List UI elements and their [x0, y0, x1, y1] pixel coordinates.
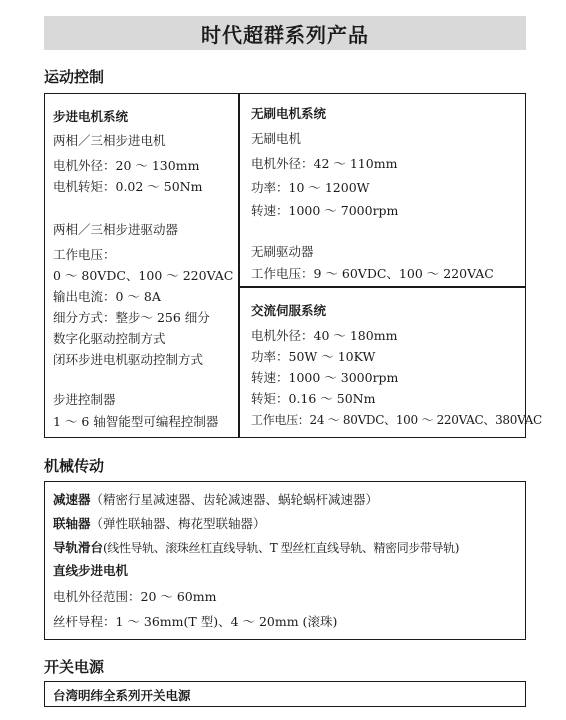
stepper-motor-label: 两相／三相步进电机 [53, 133, 166, 148]
stepper-controller-label: 步进控制器 [53, 392, 116, 407]
reducer-desc: （精密行星减速器、齿轮减速器、蜗轮蜗杆减速器） [90, 492, 379, 507]
section-title-power: 开关电源 [44, 658, 105, 676]
coupling-row [53, 513, 266, 532]
reducer-row [53, 489, 378, 508]
stepper-voltage-value: 0 ～ 80VDC、100 ～ 220VAC [53, 268, 234, 283]
servo-voltage: 工作电压：24 ～ 80VDC、100 ～ 220VAC、380VAC [251, 413, 542, 427]
servo-power: 功率：50W ～ 10KW [251, 349, 376, 364]
stepper-title: 步进电机系统 [53, 109, 129, 124]
stepper-microstep: 细分方式：整步～ 256 细分 [53, 310, 210, 325]
stepper-motor-diameter: 电机外径：20 ～ 130mm [53, 158, 200, 173]
stepper-digital-control: 数字化驱动控制方式 [53, 331, 166, 346]
brushless-motor-label: 无刷电机 [251, 131, 302, 146]
rail-row [53, 537, 459, 556]
page-title: 时代超群系列产品 [201, 22, 369, 47]
stepper-output-current: 输出电流：0 ～ 8A [53, 289, 161, 304]
brushless-title: 无刷电机系统 [251, 106, 327, 121]
motion-divider-vertical [238, 93, 240, 438]
coupling-label: 联轴器 [53, 516, 91, 531]
power-supply-desc: 台湾明纬全系列开关电源 [53, 688, 191, 703]
brushless-power: 功率：10 ～ 1200W [251, 180, 370, 195]
section-title-motion: 运动控制 [44, 68, 105, 86]
servo-motor-diameter: 电机外径：40 ～ 180mm [251, 328, 398, 343]
linear-stepper-label: 直线步进电机 [53, 563, 129, 578]
brushless-driver-label: 无刷驱动器 [251, 244, 314, 259]
linear-stepper-diameter: 电机外径范围：20 ～ 60mm [53, 589, 217, 604]
stepper-driver-label: 两相／三相步进驱动器 [53, 222, 179, 237]
rail-desc: (线性导轨、滚珠丝杠直线导轨、T 型丝杠直线导轨、精密同步带导轨) [103, 541, 460, 555]
servo-speed: 转速：1000 ～ 3000rpm [251, 370, 399, 385]
stepper-voltage-label: 工作电压： [53, 247, 116, 262]
page-header [44, 16, 526, 50]
stepper-controller-desc: 1 ～ 6 轴智能型可编程控制器 [53, 414, 219, 429]
servo-torque: 转矩：0.16 ～ 50Nm [251, 391, 376, 406]
brushless-driver-voltage: 工作电压：9 ～ 60VDC、100 ～ 220VAC [251, 266, 494, 281]
section-title-mechanical: 机械传动 [44, 457, 105, 475]
rail-label: 导轨滑台 [53, 540, 104, 555]
brushless-motor-diameter: 电机外径：42 ～ 110mm [251, 156, 398, 171]
motion-divider-horizontal [238, 286, 526, 288]
linear-stepper-lead: 丝杆导程：1 ～ 36mm(T 型)、4 ～ 20mm (滚珠) [53, 614, 338, 629]
servo-title: 交流伺服系统 [251, 303, 327, 318]
reducer-label: 减速器 [53, 492, 91, 507]
coupling-desc: （弹性联轴器、梅花型联轴器） [90, 516, 266, 531]
stepper-motor-torque: 电机转矩：0.02 ～ 50Nm [53, 179, 203, 194]
stepper-closed-loop: 闭环步进电机驱动控制方式 [53, 352, 204, 367]
brushless-speed: 转速：1000 ～ 7000rpm [251, 203, 399, 218]
